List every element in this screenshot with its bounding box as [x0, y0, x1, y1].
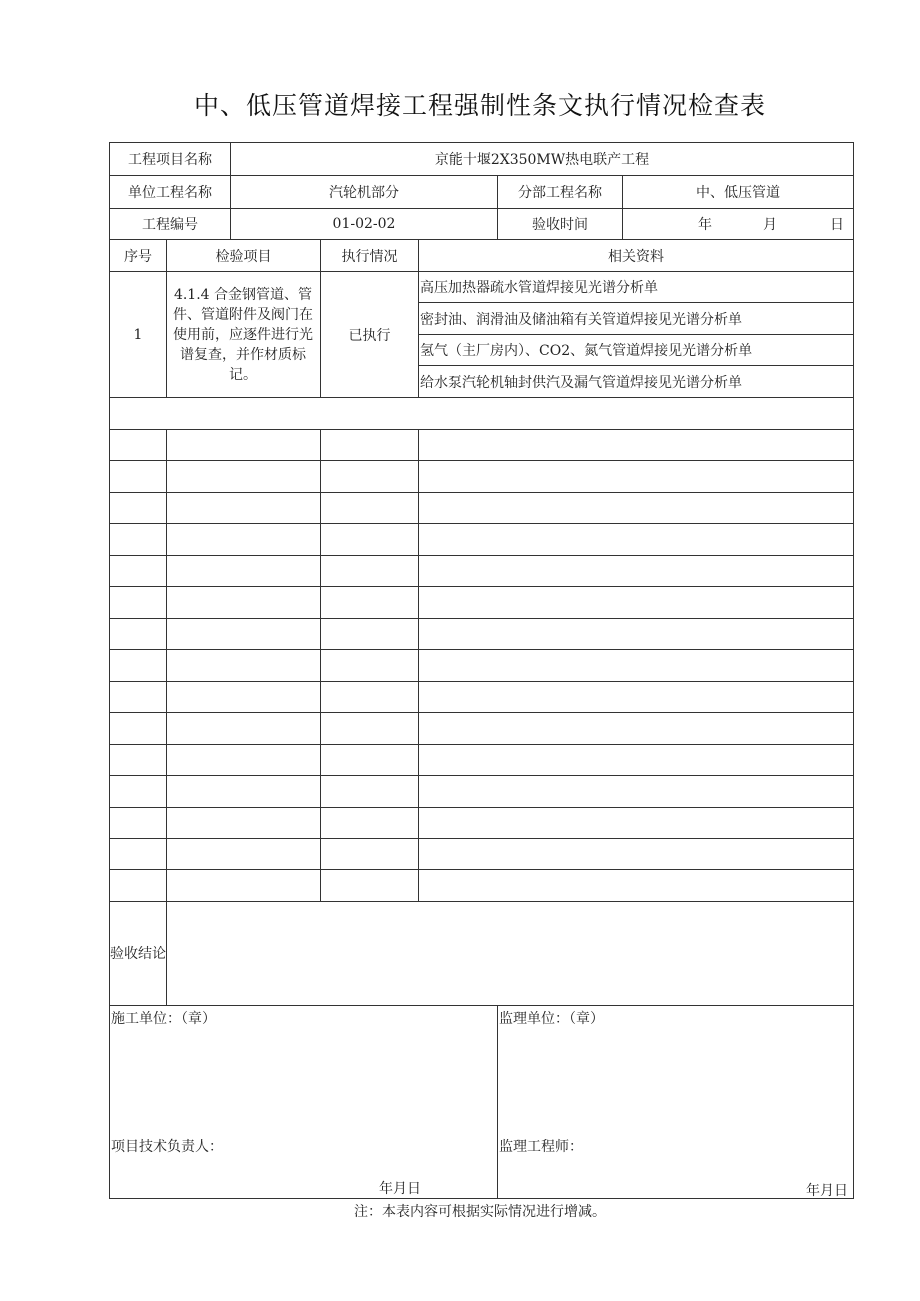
- conclusion-content[interactable]: [167, 902, 853, 1005]
- footnote: 注：本表内容可根据实际情况进行增减。: [354, 1204, 606, 1220]
- col-status-header: 执行情况: [341, 248, 398, 265]
- col-divider: [166, 429, 167, 901]
- sub-label: 分部工程名称: [518, 185, 602, 201]
- row-divider: [109, 492, 854, 493]
- engineer-label: 监理工程师：: [499, 1139, 583, 1155]
- unit-label: 单位工程名称: [128, 185, 212, 201]
- row1-doc-1: 高压加热器疏水管道焊接见光谱分析单: [420, 280, 658, 296]
- year-label: 年: [698, 217, 712, 233]
- row-divider: [109, 397, 854, 398]
- col-seq-header: 序号: [124, 248, 152, 265]
- col-divider: [418, 429, 419, 901]
- conclusion-label: 验收结论: [110, 945, 166, 962]
- row-divider: [109, 1005, 854, 1006]
- row-divider: [109, 649, 854, 650]
- col-docs-header: 相关资料: [608, 248, 664, 265]
- row1-doc-4: 给水泵汽轮机轴封供汽及漏气管道焊接见光谱分析单: [420, 374, 742, 391]
- col-divider: [320, 429, 321, 901]
- row-divider: [109, 869, 854, 870]
- row1-item: 4.1.4 合金钢管道、管件、管道附件及阀门在使用前，应逐件进行光谱复查，并作材质标记。: [173, 286, 313, 383]
- code-value: 01-02-02: [332, 216, 396, 232]
- month-label: 月: [763, 217, 777, 233]
- row-divider: [109, 618, 854, 619]
- row-divider: [109, 523, 854, 524]
- row-divider: [109, 775, 854, 776]
- row1-doc-2: 密封油、润滑油及储油箱有关管道焊接见光谱分析单: [420, 311, 742, 328]
- row-divider: [109, 429, 854, 430]
- row1-doc-3: 氢气（主厂房内）、CO2、氮气管道焊接见光谱分析单: [420, 343, 753, 359]
- row-divider: [109, 586, 854, 587]
- row-divider: [109, 555, 854, 556]
- row1-status: 已执行: [348, 327, 391, 344]
- contractor-label: 施工单位：（章）: [111, 1011, 216, 1027]
- project-name-label: 工程项目名称: [128, 152, 212, 168]
- col-divider: [497, 1005, 498, 1199]
- project-name-value: 京能十堰2X350MW热电联产工程: [434, 152, 650, 168]
- page-title: 中、低压管道焊接工程强制性条文执行情况检查表: [193, 91, 766, 120]
- date-left: 年月日: [379, 1181, 421, 1197]
- time-label: 验收时间: [532, 217, 588, 233]
- code-label: 工程编号: [142, 217, 198, 233]
- row-divider: [109, 681, 854, 682]
- row-divider: [109, 838, 854, 839]
- col-item-header: 检验项目: [215, 248, 272, 265]
- sub-value: 中、低压管道: [696, 185, 780, 201]
- row1-seq: 1: [133, 326, 143, 343]
- row-divider: [109, 460, 854, 461]
- day-label: 日: [830, 217, 844, 233]
- row-divider: [109, 744, 854, 745]
- date-right: 年月日: [806, 1183, 848, 1199]
- row-divider: [109, 712, 854, 713]
- tech-lead-label: 项目技术负责人：: [111, 1139, 223, 1155]
- unit-value: 汽轮机部分: [329, 185, 399, 201]
- supervisor-label: 监理单位：（章）: [499, 1011, 604, 1027]
- row-divider: [109, 807, 854, 808]
